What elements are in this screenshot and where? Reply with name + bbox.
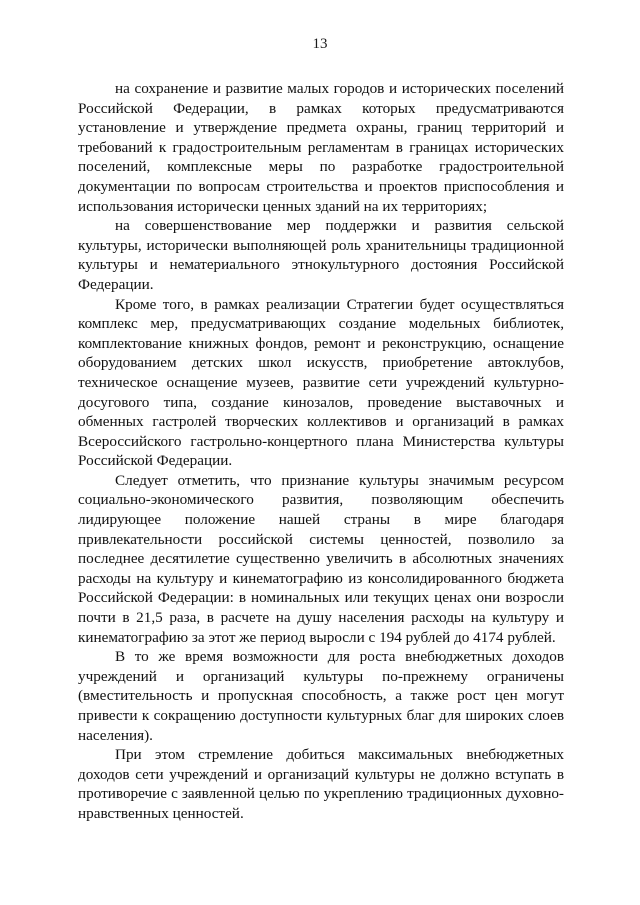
page-number: 13 bbox=[312, 36, 328, 52]
paragraph-rural-culture: на совершенствование мер поддержки и развития сельской культуры, исторически выполняющей роль хранительницы традиционной культуры и нематериального этнокультурного достояния Российской Федерации. bbox=[78, 217, 564, 293]
paragraph-traditional-values: При этом стремление добиться максимальных внебюджетных доходов сети учреждений и организаций культуры не должно вступать в противоречие с заявленной целью по укреплению традиционных духовно-нравственных ценностей. bbox=[78, 746, 564, 822]
paragraph-culture-funding: Следует отметить, что признание культуры значимым ресурсом социально-экономического развития, позволяющим обеспечить лидирующее положение нашей страны в мире благодаря привлекательности российской системы ценностей, позволило за последнее десятилетие существенно увеличить в абсолютных значениях расходы на культуру и кинематографию из консолидированного бюджета Российской Федерации: в номинальных или текущих ценах они возросли почти в 21,5 раза, в расчете на душу населения расходы на культуру и кинематографию за этот же период выросли с 194 рублей до 4174 рублей. bbox=[78, 471, 564, 646]
paragraph-strategy-measures: Кроме того, в рамках реализации Стратегии будет осуществляться комплекс мер, предусматривающих создание модельных библиотек, комплектование книжных фондов, ремонт и реконструкцию, оснащение оборудованием детских школ искусств, приобретение автоклубов, техническое оснащение музеев, развитие сети учреждений культурно-досугового типа, создание кинозалов, проведение выставочных и обменных гастролей творческих коллективов и организаций в рамках Всероссийского гастрольно-концертного плана Министерства культуры Российской Федерации. bbox=[78, 295, 564, 470]
body-text bbox=[78, 79, 564, 824]
paragraph-small-towns: на сохранение и развитие малых городов и исторических поселений Российской Федерации, в рамках которых предусматриваются установление и утверждение предмета охраны, границ территорий и требований к градостроительным регламентам в границах исторических поселений, комплексные меры по разработке градостроительной документации по вопросам строительства и проектов приспособления и использования исторически ценных зданий на их территориях; bbox=[78, 80, 564, 215]
paragraph-extrabudgetary-limits: В то же время возможности для роста внебюджетных доходов учреждений и организаций культуры по-прежнему ограничены (вместительность и пропускная способность, а также рост цен могут привести к сокращению доступности культурных благ для широких слоев населения). bbox=[78, 648, 564, 744]
